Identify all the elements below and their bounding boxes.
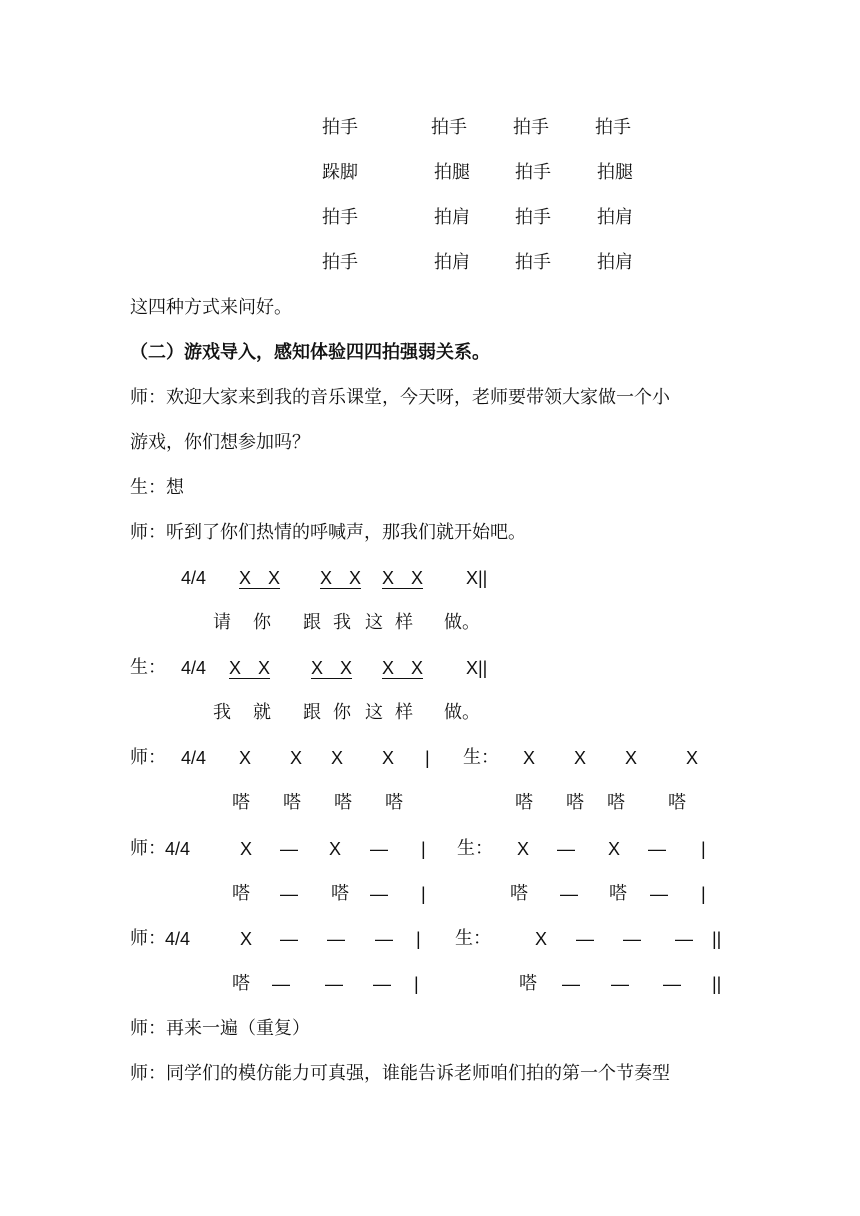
note-pair: X X bbox=[382, 658, 424, 678]
table-cell: 拍手 bbox=[515, 162, 551, 183]
dash: — bbox=[280, 884, 298, 904]
speaker-label: 师： bbox=[130, 838, 166, 859]
dash: — bbox=[370, 839, 388, 859]
dash: — bbox=[272, 974, 290, 994]
table-cell: 拍手 bbox=[322, 252, 358, 273]
lyric: 嗒 bbox=[609, 883, 627, 904]
lyric: 嗒 bbox=[232, 883, 250, 904]
note: X bbox=[290, 748, 303, 768]
table-cell: 拍腿 bbox=[597, 162, 633, 183]
table-cell: 跺脚 bbox=[322, 162, 358, 183]
table-cell: 拍手 bbox=[515, 207, 551, 228]
lyric: 样 bbox=[395, 702, 413, 723]
table-cell: 拍肩 bbox=[597, 207, 633, 228]
dash: — bbox=[325, 974, 343, 994]
note: X bbox=[382, 748, 395, 768]
time-signature: 4/4 bbox=[165, 929, 191, 949]
note: X bbox=[240, 929, 253, 949]
lyric: 跟 bbox=[303, 612, 321, 633]
note-end: X|| bbox=[466, 658, 488, 678]
dash: — bbox=[650, 884, 668, 904]
lyric: 做。 bbox=[444, 612, 480, 633]
lyric: 你 bbox=[333, 702, 351, 723]
barline: | bbox=[414, 974, 419, 994]
lyric: 你 bbox=[253, 612, 271, 633]
paragraph: 这四种方式来问好。 bbox=[130, 297, 292, 318]
note: X bbox=[686, 748, 699, 768]
paragraph: 师：听到了你们热情的呼喊声，那我们就开始吧。 bbox=[130, 522, 526, 543]
dash: — bbox=[663, 974, 681, 994]
speaker-label: 生： bbox=[463, 747, 499, 768]
note: X bbox=[240, 839, 253, 859]
table-cell: 拍腿 bbox=[434, 162, 470, 183]
note: X bbox=[331, 748, 344, 768]
lyric: 我 bbox=[333, 612, 351, 633]
dash: — bbox=[327, 929, 345, 949]
dash: — bbox=[557, 839, 575, 859]
lyric: 嗒 bbox=[331, 883, 349, 904]
dash: — bbox=[623, 929, 641, 949]
lyric: 嗒 bbox=[385, 792, 403, 813]
note: X bbox=[535, 929, 548, 949]
dash: — bbox=[611, 974, 629, 994]
speaker-label: 师： bbox=[130, 928, 166, 949]
barline: | bbox=[425, 748, 430, 768]
dash: — bbox=[648, 839, 666, 859]
paragraph: 师：同学们的模仿能力可真强，谁能告诉老师咱们拍的第一个节奏型 bbox=[130, 1063, 670, 1084]
dash: — bbox=[280, 839, 298, 859]
dash: — bbox=[562, 974, 580, 994]
note-pair: X X bbox=[311, 658, 353, 678]
lyric: 嗒 bbox=[519, 973, 537, 994]
lyric: 跟 bbox=[303, 702, 321, 723]
time-signature: 4/4 bbox=[181, 748, 207, 768]
note: X bbox=[574, 748, 587, 768]
note-pair: X X bbox=[320, 568, 362, 588]
lyric: 这 bbox=[365, 612, 383, 633]
barline: | bbox=[701, 839, 706, 859]
speaker-label: 生： bbox=[457, 838, 493, 859]
section-heading: （二）游戏导入，感知体验四四拍强弱关系。 bbox=[130, 342, 490, 363]
note-pair: X X bbox=[229, 658, 271, 678]
lyric: 嗒 bbox=[607, 792, 625, 813]
speaker-label: 生： bbox=[455, 928, 491, 949]
paragraph: 师：欢迎大家来到我的音乐课堂，今天呀，老师要带领大家做一个小 bbox=[130, 387, 670, 408]
note: X bbox=[517, 839, 530, 859]
time-signature: 4/4 bbox=[181, 568, 207, 588]
lyric: 我 bbox=[213, 702, 231, 723]
dash: — bbox=[675, 929, 693, 949]
note: X bbox=[608, 839, 621, 859]
barline: | bbox=[416, 929, 421, 949]
table-cell: 拍手 bbox=[431, 117, 467, 138]
table-cell: 拍肩 bbox=[434, 252, 470, 273]
dash: — bbox=[375, 929, 393, 949]
note-end: X|| bbox=[466, 568, 488, 588]
note-pair: X X bbox=[239, 568, 281, 588]
paragraph: 游戏，你们想参加吗？ bbox=[130, 432, 310, 453]
barline: | bbox=[421, 839, 426, 859]
lyric: 做。 bbox=[444, 702, 480, 723]
dash: — bbox=[576, 929, 594, 949]
note: X bbox=[329, 839, 342, 859]
barline: || bbox=[712, 974, 722, 994]
table-cell: 拍手 bbox=[515, 252, 551, 273]
lyric: 样 bbox=[395, 612, 413, 633]
lyric: 嗒 bbox=[232, 973, 250, 994]
table-cell: 拍手 bbox=[322, 117, 358, 138]
lyric: 嗒 bbox=[566, 792, 584, 813]
note: X bbox=[239, 748, 252, 768]
dash: — bbox=[280, 929, 298, 949]
lyric: 就 bbox=[253, 702, 271, 723]
speaker-label: 师： bbox=[130, 747, 166, 768]
lyric: 嗒 bbox=[334, 792, 352, 813]
lyric: 嗒 bbox=[232, 792, 250, 813]
barline: || bbox=[712, 929, 722, 949]
table-cell: 拍肩 bbox=[597, 252, 633, 273]
lyric: 这 bbox=[365, 702, 383, 723]
note: X bbox=[523, 748, 536, 768]
speaker-label: 生： bbox=[130, 657, 166, 678]
barline: | bbox=[421, 884, 426, 904]
dash: — bbox=[370, 884, 388, 904]
time-signature: 4/4 bbox=[165, 839, 191, 859]
note: X bbox=[625, 748, 638, 768]
lyric: 嗒 bbox=[283, 792, 301, 813]
barline: | bbox=[701, 884, 706, 904]
lyric: 请 bbox=[213, 612, 231, 633]
lyric: 嗒 bbox=[515, 792, 533, 813]
dash: — bbox=[560, 884, 578, 904]
note-pair: X X bbox=[382, 568, 424, 588]
paragraph: 生：想 bbox=[130, 477, 184, 498]
lyric: 嗒 bbox=[510, 883, 528, 904]
table-cell: 拍手 bbox=[322, 207, 358, 228]
table-cell: 拍肩 bbox=[434, 207, 470, 228]
table-cell: 拍手 bbox=[595, 117, 631, 138]
time-signature: 4/4 bbox=[181, 658, 207, 678]
lyric: 嗒 bbox=[668, 792, 686, 813]
dash: — bbox=[373, 974, 391, 994]
paragraph: 师：再来一遍（重复） bbox=[130, 1018, 310, 1039]
table-cell: 拍手 bbox=[513, 117, 549, 138]
